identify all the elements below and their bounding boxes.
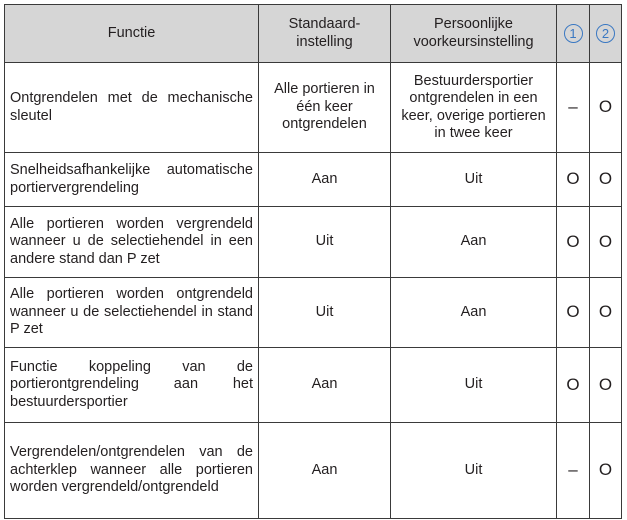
table-row	[5, 278, 622, 348]
row-col1-mark: O	[557, 153, 590, 207]
row-col2-mark: O	[590, 423, 622, 519]
row-default: Uit	[259, 207, 391, 278]
circled-number-1: 1	[564, 24, 583, 43]
row-col2-mark: O	[590, 348, 622, 423]
row-col1-mark: O	[557, 348, 590, 423]
row-function: Alle portieren worden ontgrendeld wanneer u de selectiehendel in stand P zet	[5, 278, 259, 348]
row-default: Aan	[259, 153, 391, 207]
row-col1-mark: O	[557, 207, 590, 278]
row-default: Uit	[259, 278, 391, 348]
row-custom: Aan	[391, 207, 557, 278]
row-function: Functie koppeling van de portierontgrendeling aan het bestuurdersportier	[5, 348, 259, 423]
row-function: Snelheidsafhankelijke automatische portiervergrendeling	[5, 153, 259, 207]
row-default: Aan	[259, 423, 391, 519]
table-row	[5, 63, 622, 153]
row-custom: Bestuurdersportier ontgrendelen in een keer, overige portieren in twee keer	[391, 63, 557, 153]
table-row	[5, 348, 622, 423]
row-custom: Aan	[391, 278, 557, 348]
row-col2-mark: O	[590, 153, 622, 207]
header-row	[5, 5, 622, 63]
row-col1-mark: –	[557, 423, 590, 519]
row-col1-mark: O	[557, 278, 590, 348]
table-row	[5, 153, 622, 207]
row-custom: Uit	[391, 153, 557, 207]
row-col2-mark: O	[590, 63, 622, 153]
row-default: Alle portieren in één keer ontgrendelen	[259, 63, 391, 153]
row-col2-mark: O	[590, 207, 622, 278]
row-default: Aan	[259, 348, 391, 423]
table-row	[5, 423, 622, 519]
header-custom: Persoonlijke voorkeursinstelling	[391, 5, 557, 63]
header-function: Functie	[5, 5, 259, 63]
row-col2-mark: O	[590, 278, 622, 348]
row-function: Vergrendelen/ontgrendelen van de achterklep wanneer alle portieren worden vergrendeld/ontgrendeld	[5, 423, 259, 519]
row-col1-mark: –	[557, 63, 590, 153]
header-col1	[557, 5, 590, 63]
table-row	[5, 207, 622, 278]
row-custom: Uit	[391, 423, 557, 519]
header-default: Standaard-instelling	[259, 5, 391, 63]
row-function: Ontgrendelen met de mechanische sleutel	[5, 63, 259, 153]
row-custom: Uit	[391, 348, 557, 423]
header-col2	[590, 5, 622, 63]
settings-table	[4, 4, 622, 519]
row-function: Alle portieren worden vergrendeld wanneer u de selectiehendel in een andere stand dan P zet	[5, 207, 259, 278]
circled-number-2: 2	[596, 24, 615, 43]
